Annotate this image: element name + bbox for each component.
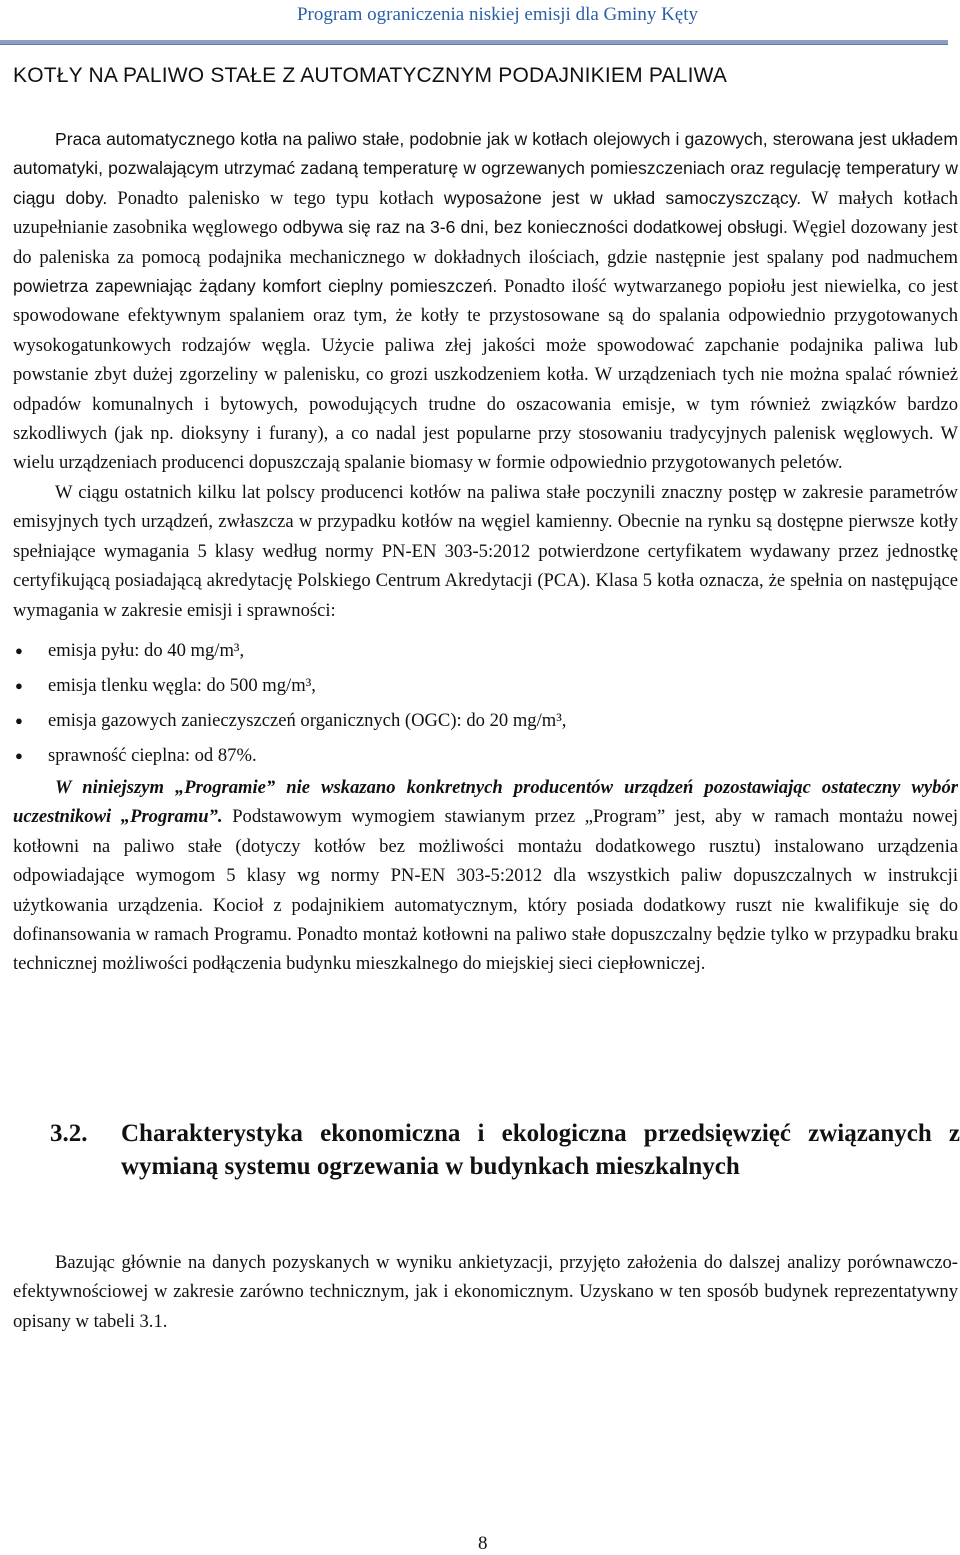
paragraph-run: Ponadto palenisko w tego typu kotłach [107,187,444,209]
paragraph-run: W małych kotłach uzupełnianie zasobnika węglowego [13,187,958,239]
section-title: KOTŁY NA PALIWO STAŁE Z AUTOMATYCZNYM PODAJNIKIEM PALIWA [13,64,728,87]
list-item [13,703,958,738]
page-header-title: Program ograniczenia niskiej emisji dla Gminy Kęty [296,4,698,25]
list-item-text: sprawność cieplna: od 87%. [48,744,257,766]
bullet-icon: ● [15,642,23,658]
paragraph-program-requirements [13,773,958,979]
paragraph-run: odbywa się raz na 3-6 dni, bez konieczności dodatkowej obsługi. [282,217,788,238]
list-item [13,633,958,668]
paragraph-run: Podstawowym wymogiem stawianym przez „Program” jest, aby w ramach montażu nowej kotłowni na paliwo stałe (dotyczy kotłów bez możliwości montażu dodatkowego rusztu) instalowano urządzenia odpowiadające wymogom 5 klasy wg normy PN-EN 303-5:2012 dla wszystkich paliw dopuszczalnych w instrukcji użytkowania urządzenia. Kocioł z podajnikiem automatycznym, który posiada dodatkowy ruszt nie kwalifikuje się do dofinansowania w ramach Programu. Ponadto montaż kotłowni na paliwo stałe dopuszczalny będzie tylko w przypadku braku technicznej możliwości podłączenia budynku mieszkalnego do miejskiej sieci ciepłowniczej. [13,806,958,975]
paragraph-run: wyposażone jest w układ samoczyszczący. [443,187,802,208]
list-item [13,738,958,773]
paragraph-run: powietrza zapewniając żądany komfort cieplny pomieszczeń. [13,276,498,297]
paragraph-survey-basis: Bazując głównie na danych pozyskanych w wyniku ankietyzacji, przyjęto założenia do dalszej analizy porównawczo-efektywnościowej w zakresie zarówno technicznym, jak i ekonomicznym. Uzyskano w ten sposób budynek reprezentatywny opisany w tabeli 3.1. [13,1252,958,1332]
page-number: 8 [478,1533,488,1554]
paragraph-run: Praca automatycznego kotła na paliwo stałe, podobnie jak w kotłach olejowych i gazowych, sterowana jest układem automatyki, pozwalającym utrzymać zadaną temperaturę w ogrzewanych pomieszczeniach oraz regulację temperatury w ciągu doby. [13,129,958,208]
bullet-icon: ● [15,712,23,728]
subsection-heading [50,1117,960,1183]
paragraph-emission-progress: W ciągu ostatnich kilku lat polscy producenci kotłów na paliwa stałe poczynili znaczny postęp w zakresie parametrów emisyjnych tych urządzeń, zwłaszcza w przypadku kotłów na węgiel kamienny. Obecnie na rynku są dostępne pierwsze kotły spełniające wymagania 5 klasy według normy PN-EN 303-5:2012 potwierdzone certyfikatem wydawany przez jednostkę certyfikującą posiadającą akredytację Polskiego Centrum Akredytacji (PCA). Klasa 5 kotła oznacza, że spełnia on następujące wymagania w zakresie emisji i sprawności: [13,481,958,621]
paragraph-boiler-operation [13,125,958,478]
bullet-icon: ● [15,677,23,693]
list-item-text: emisja gazowych zanieczyszczeń organicznych (OGC): do 20 mg/m³, [48,709,567,731]
main-body [13,125,958,979]
list-item [13,668,958,703]
paragraph-run: Ponadto ilość wytwarzanego popiołu jest niewielka, co jest spowodowane efektywnym spalaniem oraz tym, że kotły te przystosowane są do spalania odpowiednio przygotowanych wysokogatunkowych rodzajów węgla. Użycie paliwa złej jakości może spowodować zapchanie podajnika paliwa lub powstanie zbyt dużej zgorzeliny w palenisku, co grozi uszkodzeniem kotła. W urządzeniach tych nie można spalać również odpadów komunalnych i bytowych, powodujących trudne do oszacowania emisje, w tym również związków bardzo szkodliwych (jak np. dioksyny i furany), a co nadal jest popularne przy stosowaniu tradycyjnych palenisk węglowych. W wielu urządzeniach producenci dopuszczają spalanie biomasy w formie odpowiednio przygotowanych peletów. [13,276,958,474]
subsection-number: 3.2. [50,1120,88,1147]
requirements-list [13,633,958,773]
list-item-text: emisja tlenku węgla: do 500 mg/m³, [48,674,316,696]
list-item-text: emisja pyłu: do 40 mg/m³, [48,639,245,661]
emphasis-text: W niniejszym „Programie” nie wskazano konkretnych producentów urządzeń pozostawiając ostateczny wybór uczestnikowi „Programu”. [13,776,958,828]
bullet-icon: ● [15,747,23,763]
subsection-body [13,1248,958,1336]
header-divider [0,40,948,45]
paragraph-run: Węgiel dozowany jest do paleniska za pomocą podajnika mechanicznego w dokładnych ilościach, gdzie następnie jest spalany pod nadmuchem [13,217,958,268]
subsection-title: Charakterystyka ekonomiczna i ekologiczna przedsięwzięć związanych z wymianą systemu ogrzewania w budynkach mieszkalnych [121,1120,960,1180]
